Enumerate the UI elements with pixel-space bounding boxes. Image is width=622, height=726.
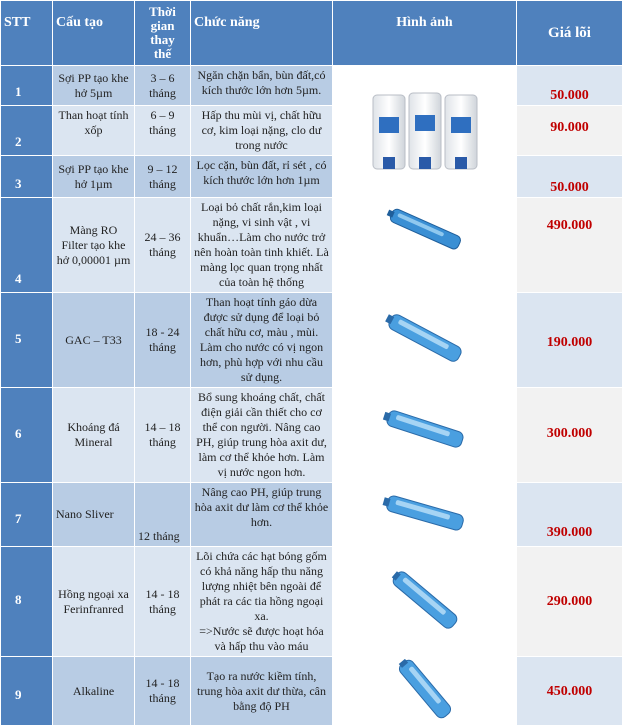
row-chuc-nang: Hấp thu mùi vị, chất hữu cơ, kim loại nặng, clo dư trong nước	[191, 106, 333, 156]
row-cau-tao: Nano Sliver	[53, 483, 135, 547]
header-gia-loi: Giá lõi	[517, 1, 622, 66]
row-chuc-nang: Than hoạt tính gáo dừa được sử dụng để loại bỏ chất hữu cơ, màu , mùi. Làm cho nước có vị ngon hơn, phù hợp với nhu cầu sử dụng.	[191, 293, 333, 388]
row-chuc-nang: Bổ sung khoáng chất, chất điện giải cần thiết cho cơ thể con người. Nâng cao PH, giúp trung hòa axit dư, làm cơ thể khỏe hơn. Làm vị nước ngon hơn.	[191, 388, 333, 483]
row-stt: 2	[1, 106, 53, 156]
row-gia: 50.000	[517, 156, 622, 198]
row-stt: 3	[1, 156, 53, 198]
row-cau-tao: GAC – T33	[53, 293, 135, 388]
row-stt: 8	[1, 547, 53, 657]
row-gia: 190.000	[517, 293, 622, 388]
table-row	[1, 547, 622, 657]
row-stt: 5	[1, 293, 53, 388]
table-row	[1, 66, 622, 106]
row-gia: 290.000	[517, 547, 622, 657]
row-image-cell	[333, 198, 517, 293]
filter-cartridge-image	[382, 488, 468, 538]
row-image-cell	[333, 657, 517, 726]
row-gia: 50.000	[517, 66, 622, 106]
table-row	[1, 483, 622, 547]
row-gia: 90.000	[517, 106, 622, 156]
table-row	[1, 156, 622, 198]
row-stt: 9	[1, 657, 53, 726]
row-thoi-gian: 9 – 12 tháng	[135, 156, 191, 198]
ro-membrane-image	[384, 200, 466, 260]
row-stt: 4	[1, 198, 53, 293]
filter-cartridge-image	[389, 659, 461, 719]
row-image-cell	[333, 547, 517, 657]
row-gia: 490.000	[517, 198, 622, 293]
header-chuc-nang: Chức năng	[191, 1, 333, 66]
row-cau-tao: Khoáng đá Mineral	[53, 388, 135, 483]
table-row	[1, 293, 622, 388]
header-thoi-gian-line: Thời	[138, 5, 187, 19]
header-row	[1, 1, 622, 66]
header-thoi-gian	[135, 1, 191, 66]
row-gia: 390.000	[517, 483, 622, 547]
filter-cartridge-image	[382, 307, 468, 369]
row-gia: 450.000	[517, 657, 622, 726]
filter-cartridge-image	[385, 566, 465, 634]
row-chuc-nang: Lõi chứa các hạt bóng gốm có khả năng hấp thu năng lượng nhiệt bên ngoài để phát ra các tia hồng ngoại xa. =>Nước sẽ được hoạt hóa và hấp thu vào máu	[191, 547, 333, 657]
row-thoi-gian: 24 – 36 tháng	[135, 198, 191, 293]
row-thoi-gian: 6 – 9 tháng	[135, 106, 191, 156]
header-hinh-anh: Hình ảnh	[333, 1, 517, 66]
table-row	[1, 198, 622, 293]
row-cau-tao: Alkaline	[53, 657, 135, 726]
header-cau-tao: Cấu tạo	[53, 1, 135, 66]
header-thoi-gian-line: thế	[138, 47, 187, 61]
row-image-cell	[333, 388, 517, 483]
row-thoi-gian: 14 - 18 tháng	[135, 657, 191, 726]
row-image-cell	[333, 483, 517, 547]
row-cau-tao: Than hoạt tính xốp	[53, 106, 135, 156]
row-gia: 300.000	[517, 388, 622, 483]
filter-cartridge-image	[382, 398, 468, 460]
row-image-cell	[333, 293, 517, 388]
row-thoi-gian: 14 - 18 tháng	[135, 547, 191, 657]
row-chuc-nang: Tạo ra nước kiềm tính, trung hòa axit dư thừa, cân bằng độ PH	[191, 657, 333, 726]
row-cau-tao: Màng RO Filter tạo khe hở 0,00001 µm	[53, 198, 135, 293]
row-thoi-gian: 3 – 6 tháng	[135, 66, 191, 106]
row-chuc-nang: Loại bỏ chất rắn,kim loại nặng, vi sinh vật , vi khuẩn…Làm cho nước trở nên hoàn toàn tinh khiết. Là màng lọc quan trọng nhất của toàn hệ thống	[191, 198, 333, 293]
row-thoi-gian: 18 - 24 tháng	[135, 293, 191, 388]
row-stt: 1	[1, 66, 53, 106]
row-cau-tao: Sợi PP tạo khe hở 1µm	[53, 156, 135, 198]
table-row	[1, 106, 622, 156]
header-stt: STT	[1, 1, 53, 66]
row-cau-tao: Hồng ngoại xa Ferinfranred	[53, 547, 135, 657]
table-row	[1, 388, 622, 483]
row-stt: 6	[1, 388, 53, 483]
row-stt: 7	[1, 483, 53, 547]
row-chuc-nang: Ngăn chặn bẩn, bùn đất,có kích thước lớn hơn 5µm.	[191, 66, 333, 106]
header-thoi-gian-line: thay	[138, 33, 187, 47]
header-thoi-gian-line: gian	[138, 19, 187, 33]
row-thoi-gian: 12 tháng	[135, 483, 191, 547]
row-image-cell	[333, 66, 517, 198]
row-chuc-nang: Nâng cao PH, giúp trung hòa axit dư làm cơ thể khỏe hơn.	[191, 483, 333, 547]
filter-cartridges-set-image	[369, 87, 481, 173]
row-cau-tao: Sợi PP tạo khe hở 5µm	[53, 66, 135, 106]
table-row	[1, 657, 622, 726]
row-thoi-gian: 14 – 18 tháng	[135, 388, 191, 483]
row-chuc-nang: Lọc cặn, bùn đất, rỉ sét , có kích thước lớn hơn 1µm	[191, 156, 333, 198]
